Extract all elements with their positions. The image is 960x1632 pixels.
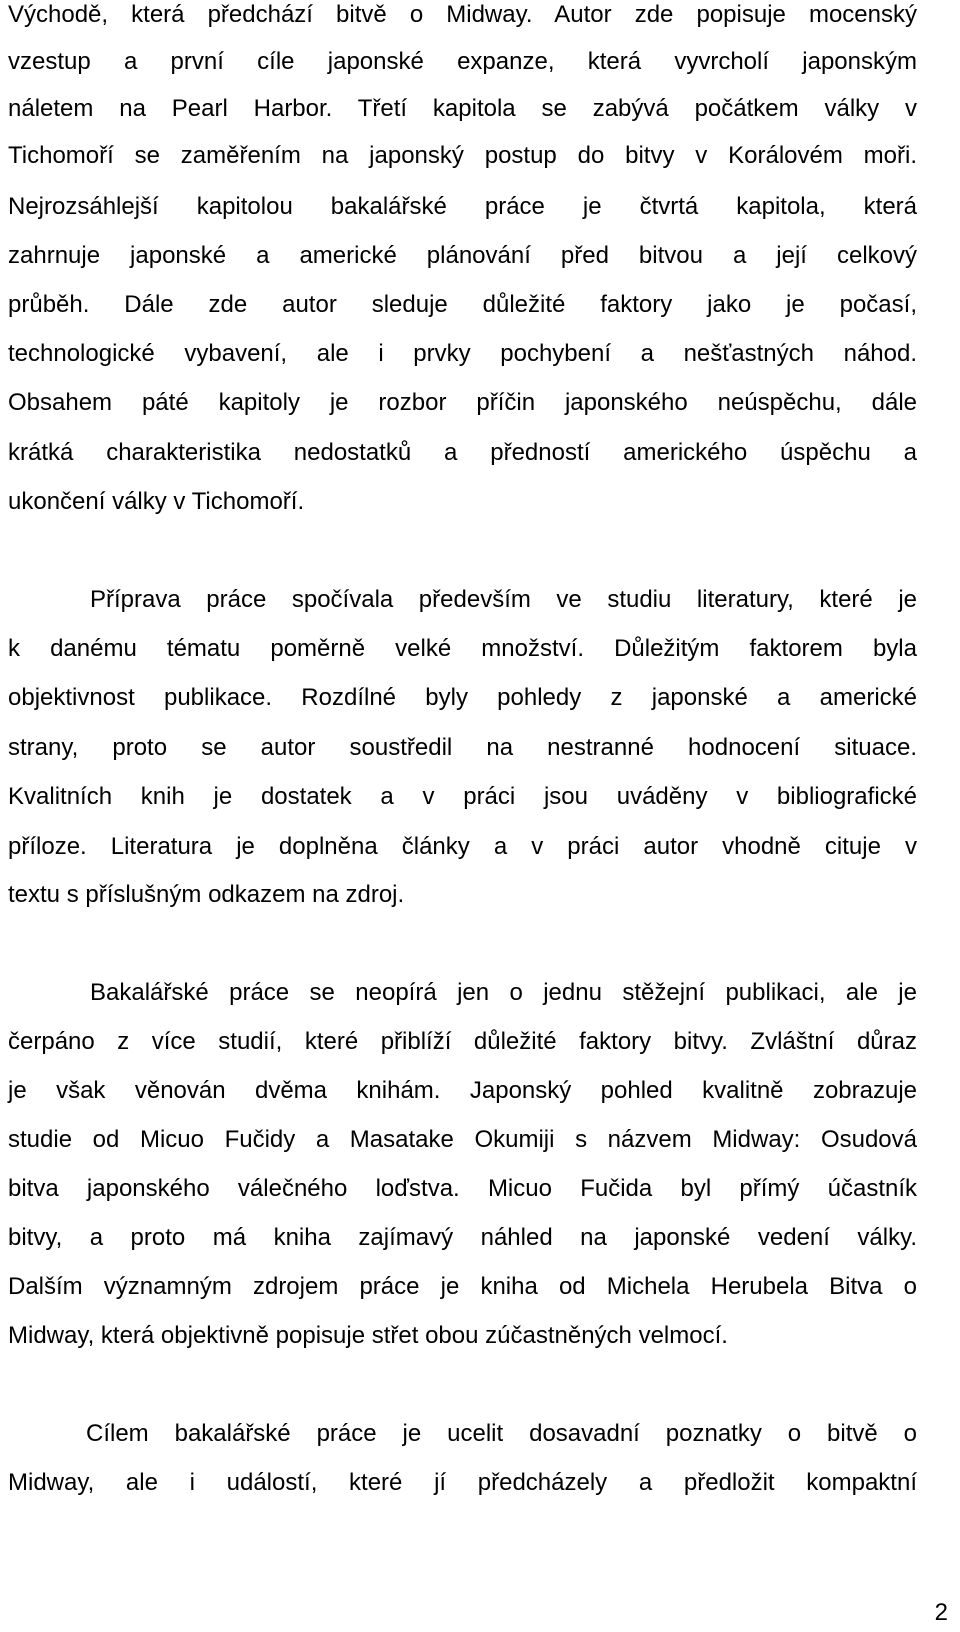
text-line: studie od Micuo Fučidy a Masatake Okumiji s názvem Midway: Osudová	[8, 1126, 917, 1153]
text-line: je však věnován dvěma knihám. Japonský pohled kvalitně zobrazuje	[8, 1077, 917, 1104]
text-line: ukončení války v Tichomoří.	[8, 488, 305, 515]
text-line: bitvy, a proto má kniha zajímavý náhled na japonské vedení války.	[8, 1224, 917, 1251]
text-line: bitva japonského válečného loďstva. Micuo Fučida byl přímý účastník	[8, 1175, 917, 1202]
text-line: Nejrozsáhlejší kapitolou bakalářské práce je čtvrtá kapitola, která	[8, 193, 917, 220]
text-line: náletem na Pearl Harbor. Třetí kapitola se zabývá počátkem války v	[8, 95, 917, 122]
text-line: Bakalářské práce se neopírá jen o jednu stěžejní publikaci, ale je	[90, 979, 917, 1006]
text-line: Midway, ale i událostí, které jí předcházely a předložit kompaktní	[8, 1469, 917, 1496]
text-line: k danému tématu poměrně velké množství. Důležitým faktorem byla	[8, 635, 917, 662]
text-line: objektivnost publikace. Rozdílné byly pohledy z japonské a americké	[8, 684, 917, 711]
text-line: Obsahem páté kapitoly je rozbor příčin japonského neúspěchu, dále	[8, 389, 917, 416]
text-line: krátká charakteristika nedostatků a předností amerického úspěchu a	[8, 439, 917, 466]
text-line: strany, proto se autor soustředil na nestranné hodnocení situace.	[8, 734, 917, 761]
text-line: čerpáno z více studií, které přiblíží důležité faktory bitvy. Zvláštní důraz	[8, 1028, 917, 1055]
text-line: průběh. Dále zde autor sleduje důležité faktory jako je počasí,	[8, 291, 917, 318]
text-line: příloze. Literatura je doplněna články a v práci autor vhodně cituje v	[8, 833, 917, 860]
text-line: Příprava práce spočívala především ve studiu literatury, které je	[90, 586, 917, 613]
text-line: Cílem bakalářské práce je ucelit dosavadní poznatky o bitvě o	[86, 1420, 917, 1447]
text-line: textu s příslušným odkazem na zdroj.	[8, 881, 405, 908]
text-line: Tichomoří se zaměřením na japonský postup do bitvy v Korálovém moři.	[8, 142, 917, 169]
text-line: Východě, která předchází bitvě o Midway. Autor zde popisuje mocenský	[8, 1, 917, 28]
text-line: Kvalitních knih je dostatek a v práci jsou uváděny v bibliografické	[8, 783, 917, 810]
text-line: zahrnuje japonské a americké plánování před bitvou a její celkový	[8, 242, 917, 269]
text-line: Midway, která objektivně popisuje střet obou zúčastněných velmocí.	[8, 1322, 728, 1349]
page-number: 2	[934, 1599, 948, 1626]
text-line: technologické vybavení, ale i prvky pochybení a nešťastných náhod.	[8, 340, 917, 367]
text-line: Dalším významným zdrojem práce je kniha od Michela Herubela Bitva o	[8, 1273, 917, 1300]
text-line: vzestup a první cíle japonské expanze, která vyvrcholí japonským	[8, 48, 917, 75]
